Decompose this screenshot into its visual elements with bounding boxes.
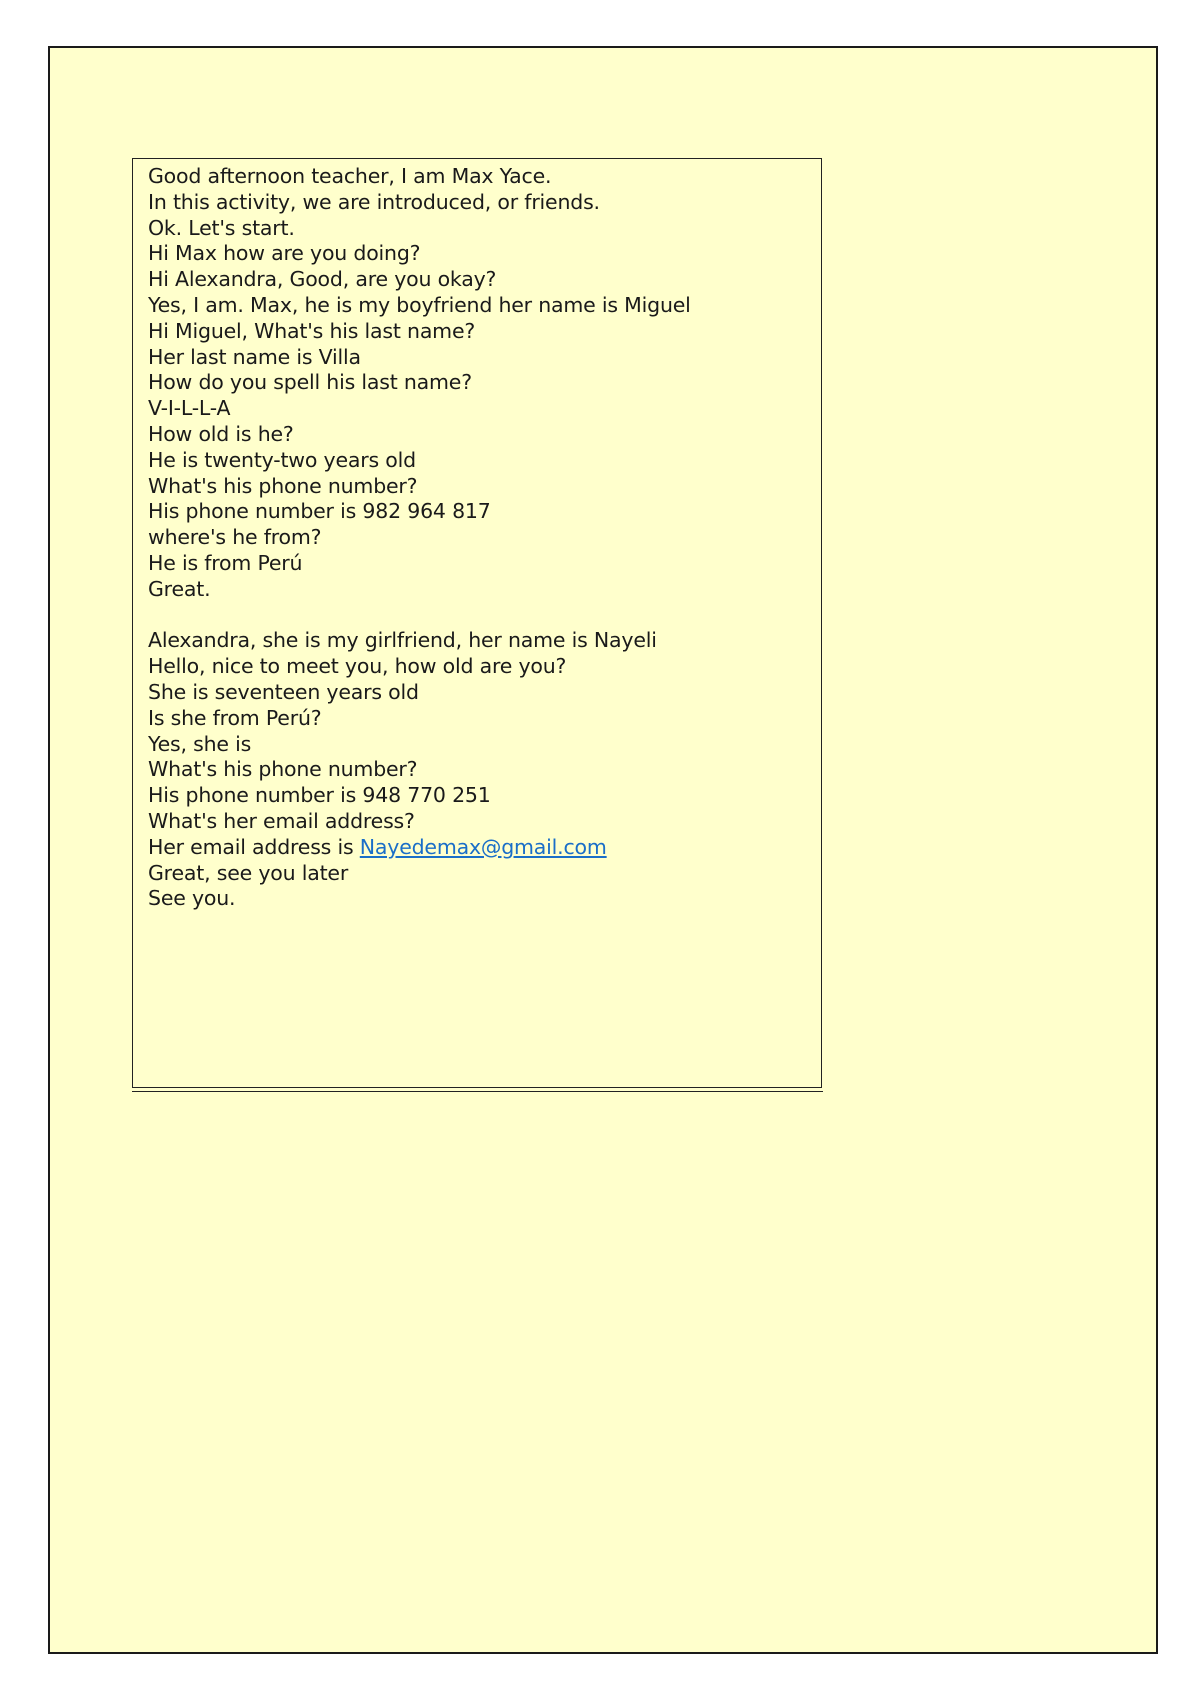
dialogue-line: She is seventeen years old bbox=[148, 679, 419, 704]
dialogue-line: His phone number is 948 770 251 bbox=[148, 783, 491, 808]
dialogue-line: where's he from? bbox=[148, 525, 322, 550]
email-line bbox=[148, 835, 821, 861]
dialogue-line: Hello, nice to meet you, how old are you? bbox=[148, 654, 567, 679]
dialogue-line: Great, see you later bbox=[148, 860, 349, 885]
dialogue-line: Good afternoon teacher, I am Max Yace. bbox=[148, 164, 552, 188]
dialogue-line: Hi Max how are you doing? bbox=[148, 241, 421, 266]
dialogue-line: See you. bbox=[148, 886, 236, 911]
dialogue-line: Yes, I am. Max, he is my boyfriend her name is Miguel bbox=[148, 292, 691, 317]
dialogue-line: He is from Perú bbox=[148, 550, 303, 575]
document-page bbox=[48, 46, 1158, 1654]
dialogue-line: He is twenty-two years old bbox=[148, 447, 416, 472]
dialogue-line: In this activity, we are introduced, or friends. bbox=[148, 189, 600, 214]
dialogue-line: Alexandra, she is my girlfriend, her name is Nayeli bbox=[148, 628, 657, 653]
dialogue-line: Ok. Let's start. bbox=[148, 215, 295, 240]
dialogue-line: Yes, she is bbox=[148, 731, 252, 756]
dialogue-line: What's his phone number? bbox=[148, 473, 418, 498]
dialogue-line: How do you spell his last name? bbox=[148, 370, 472, 395]
dialogue-text bbox=[148, 164, 821, 912]
dialogue-line: What's her email address? bbox=[148, 808, 415, 833]
dialogue-line: Great. bbox=[148, 576, 211, 601]
dialogue-line: Hi Alexandra, Good, are you okay? bbox=[148, 267, 497, 292]
dialogue-line: Her last name is Villa bbox=[148, 344, 361, 369]
dialogue-line: V-I-L-L-A bbox=[148, 396, 231, 421]
dialogue-text-box bbox=[132, 158, 822, 1088]
email-link[interactable]: Nayedemax@gmail.com bbox=[359, 834, 607, 859]
dialogue-line: Hi Miguel, What's his last name? bbox=[148, 318, 476, 343]
dialogue-line: Is she from Perú? bbox=[148, 705, 322, 730]
dialogue-line: How old is he? bbox=[148, 421, 294, 446]
dialogue-line: His phone number is 982 964 817 bbox=[148, 499, 491, 524]
blank-line bbox=[148, 603, 821, 629]
dialogue-line: What's his phone number? bbox=[148, 757, 418, 782]
email-line-prefix: Her email address is bbox=[148, 834, 360, 859]
